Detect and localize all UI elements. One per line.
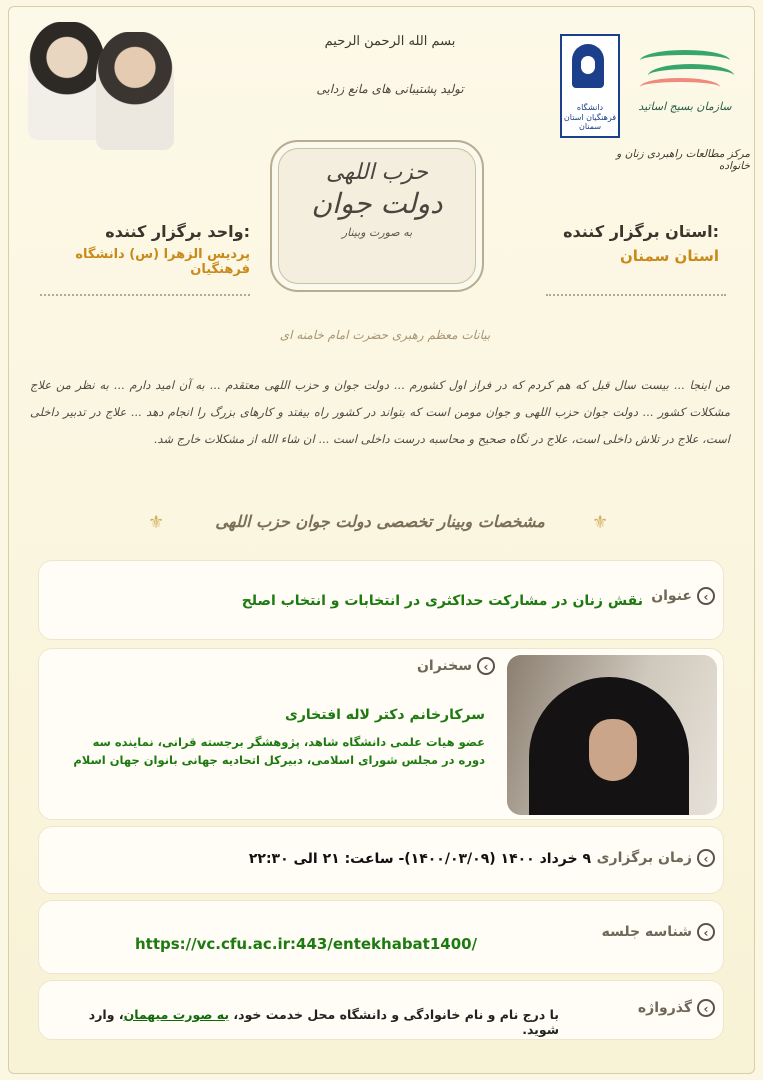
gateway-text-after: ، وارد شوید. — [88, 1007, 559, 1037]
university-emblem-icon — [572, 44, 604, 88]
schedule-value: ۹ خرداد ۱۴۰۰ (۱۴۰۰/۰۳/۰۹)- ساعت: ۲۱ الی ۲۲:۳۰ — [248, 851, 591, 867]
gateway-text-before: با درج نام و نام خانوادگی و دانشگاه محل خدمت خود، — [229, 1007, 559, 1022]
divider — [546, 294, 726, 296]
portrait-image — [28, 22, 106, 140]
event-title-line1: حزب اللهی — [325, 160, 429, 185]
host-unit — [40, 222, 250, 277]
organization-name: سازمان بسیج اساتید — [638, 100, 732, 113]
host-province — [563, 222, 719, 265]
schedule-label — [597, 849, 715, 867]
quote-text: من اینجا ... بیست سال قبل که هم کردم که در فراز اول کشورم ... دولت جوان و حزب اللهی معتقدم ... به آن امید دارم ... به نظر من علاج مشکلات کشور ... دولت جوان حزب اللهی و جوان مومن است که بتواند در کشور راه بیفتد و کارهای بزرگ را انجام دهد ... علاج در تدبیر داخلی است، علاج در تلاش داخلی است، علاج در نگاه صحیح و محاسبه درست داخلی است ... ان شاء الله از مشکلات خارج شد. — [30, 378, 730, 446]
session-label — [602, 923, 715, 941]
host-province-label: استان برگزار کننده: — [563, 222, 719, 241]
schedule-card — [38, 826, 724, 894]
chevron-right-icon: › — [697, 923, 715, 941]
organization-caption: مرکز مطالعات راهبردی زنان و خانواده — [616, 148, 750, 172]
topic-label — [651, 587, 715, 605]
speaker-name: سرکارخانم دکتر لاله افتخاری — [285, 707, 485, 723]
speaker-label-text: سخنران — [416, 658, 472, 674]
bismillah-calligraphy: بسم الله الرحمن الرحیم — [324, 34, 456, 49]
topic-label-text: عنوان — [651, 588, 692, 604]
schedule-label-text: زمان برگزاری — [596, 850, 692, 866]
chevron-right-icon: › — [697, 587, 715, 605]
section-title: مشخصات وبینار تخصصی دولت جوان حزب اللهی — [215, 512, 545, 531]
university-logo-text: دانشگاه فرهنگیان استان سمنان — [563, 103, 617, 132]
quote-title: بیانات معظم رهبری حضرت امام خامنه ای — [279, 328, 491, 342]
portrait-image — [96, 32, 174, 150]
speaker-description: عضو هیات علمی دانشگاه شاهد، پژوهشگر برجسته قرانی، نماینده سه دوره در مجلس شورای اسلامی، دبیرکل اتحادیه جهانی بانوان جهان اسلام — [73, 735, 485, 767]
slogan-calligraphy: تولید پشتیبانی های مانع زدایی — [316, 82, 464, 96]
session-label-text: شناسه جلسه — [601, 924, 692, 940]
host-province-value: استان سمنان — [619, 247, 719, 265]
chevron-right-icon: › — [697, 849, 715, 867]
topic-value: نقش زنان در مشارکت حداکثری در انتخابات و انتخاب اصلح — [241, 593, 643, 609]
event-title-line3: به صورت وبینار — [341, 226, 413, 239]
speaker-card — [38, 648, 724, 820]
event-title-line2: دولت جوان — [311, 187, 443, 220]
topic-card — [38, 560, 724, 640]
event-title-frame — [270, 140, 484, 292]
organization-logo — [630, 40, 740, 120]
gateway-label — [638, 999, 715, 1017]
university-logo — [560, 34, 620, 138]
speaker-photo — [507, 655, 717, 815]
fleur-de-lis-icon — [592, 512, 612, 532]
host-unit-value: پردیس الزهرا (س) دانشگاه فرهنگیان — [75, 247, 250, 277]
gateway-instructions — [59, 1007, 559, 1037]
host-unit-label: واحد برگزار کننده: — [105, 222, 250, 241]
chevron-right-icon: › — [697, 999, 715, 1017]
speaker-label — [417, 657, 495, 675]
chevron-right-icon: › — [477, 657, 495, 675]
session-card — [38, 900, 724, 974]
gateway-card — [38, 980, 724, 1040]
session-link[interactable]: https://vc.cfu.ac.ir:443/entekhabat1400/ — [135, 935, 478, 953]
gateway-label-text: گذرواژه — [637, 1000, 692, 1016]
divider — [40, 294, 250, 296]
leaders-portraits — [26, 22, 166, 152]
guest-login-text: به صورت میهمان — [123, 1007, 230, 1022]
